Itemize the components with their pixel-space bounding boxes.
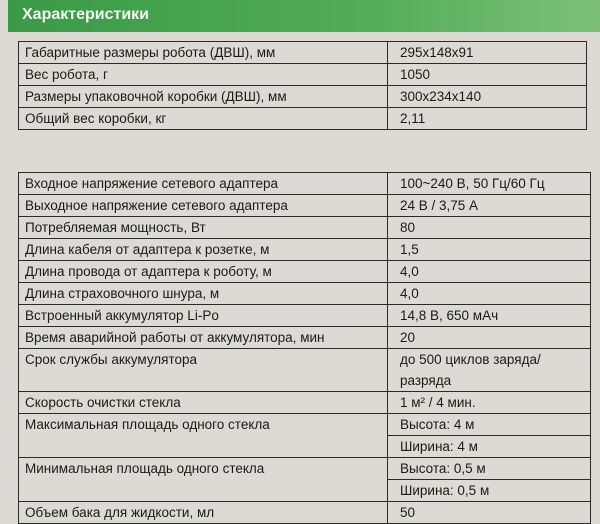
table-row bbox=[19, 239, 591, 261]
table-row bbox=[19, 261, 591, 283]
table-row bbox=[19, 414, 591, 436]
table-row bbox=[19, 392, 591, 414]
table-row bbox=[19, 195, 591, 217]
spec-label: Входное напряжение сетевого адаптера bbox=[19, 173, 388, 195]
section-header bbox=[8, 0, 600, 32]
spec-label: Длина страховочного шнура, м bbox=[19, 283, 388, 305]
table-row bbox=[19, 327, 591, 349]
spec-value: 1050 bbox=[388, 64, 587, 86]
spec-value: 50 bbox=[388, 502, 591, 524]
table-row bbox=[19, 42, 587, 64]
spec-value: Высота: 4 м bbox=[388, 414, 591, 436]
spec-value: 20 bbox=[388, 327, 591, 349]
spec-label: Размеры упаковочной коробки (ДВШ), мм bbox=[19, 86, 388, 108]
table-row bbox=[19, 86, 587, 108]
spec-value: 100~240 В, 50 Гц/60 Гц bbox=[388, 173, 591, 195]
spec-value: 4,0 bbox=[388, 283, 591, 305]
table-row bbox=[19, 173, 591, 195]
spec-value: Ширина: 0,5 м bbox=[388, 480, 591, 502]
spec-value: 80 bbox=[388, 217, 591, 239]
spec-label: Габаритные размеры робота (ДВШ), мм bbox=[19, 42, 388, 64]
electrical-specs-table bbox=[18, 172, 591, 524]
spec-label: Длина кабеля от адаптера к розетке, м bbox=[19, 239, 388, 261]
spec-value: 295x148x91 bbox=[388, 42, 587, 64]
table-row bbox=[19, 305, 591, 327]
spec-value: 4,0 bbox=[388, 261, 591, 283]
spec-label: Выходное напряжение сетевого адаптера bbox=[19, 195, 388, 217]
spec-label: Потребляемая мощность, Вт bbox=[19, 217, 388, 239]
spec-label: Максимальная площадь одного стекла bbox=[19, 414, 388, 458]
spec-label: Объем бака для жидкости, мл bbox=[19, 502, 388, 524]
spec-value: 14,8 В, 650 мАч bbox=[388, 305, 591, 327]
section-title: Характеристики bbox=[22, 6, 150, 23]
spec-label: Минимальная площадь одного стекла bbox=[19, 458, 388, 502]
spec-value: 24 В / 3,75 А bbox=[388, 195, 591, 217]
spec-value: 1,5 bbox=[388, 239, 591, 261]
table-row bbox=[19, 502, 591, 524]
spec-label: Срок службы аккумулятора bbox=[19, 349, 388, 392]
spec-label: Время аварийной работы от аккумулятора, мин bbox=[19, 327, 388, 349]
dimensions-table bbox=[18, 41, 587, 130]
spec-label: Встроенный аккумулятор Li-Po bbox=[19, 305, 388, 327]
spec-value: 2,11 bbox=[388, 108, 587, 130]
spec-label: Длина провода от адаптера к роботу, м bbox=[19, 261, 388, 283]
spec-label: Скорость очистки стекла bbox=[19, 392, 388, 414]
spec-label: Вес робота, г bbox=[19, 64, 388, 86]
table-row bbox=[19, 108, 587, 130]
spec-value: 300x234x140 bbox=[388, 86, 587, 108]
table-row bbox=[19, 64, 587, 86]
spec-value: 1 м² / 4 мин. bbox=[388, 392, 591, 414]
table-row bbox=[19, 458, 591, 480]
table-row bbox=[19, 217, 591, 239]
spec-label: Общий вес коробки, кг bbox=[19, 108, 388, 130]
table-row bbox=[19, 283, 591, 305]
table-row bbox=[19, 349, 591, 392]
spec-value: до 500 циклов заряда/ разряда bbox=[388, 349, 591, 392]
spec-value: Ширина: 4 м bbox=[388, 436, 591, 458]
spec-value: Высота: 0,5 м bbox=[388, 458, 591, 480]
